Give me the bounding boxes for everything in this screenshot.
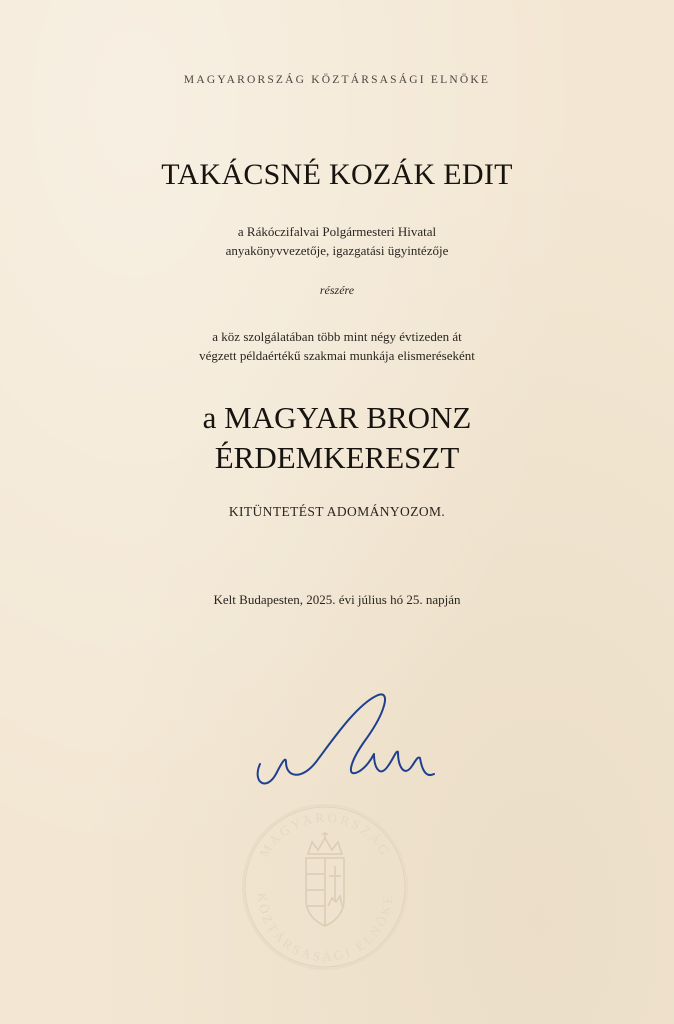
coat-of-arms-icon xyxy=(306,832,344,926)
recipient-role xyxy=(0,222,674,260)
award-reason xyxy=(0,327,674,365)
award-title-line1: a MAGYAR BRONZ xyxy=(202,400,472,435)
seal-bottom-text: KÖZTÁRSASÁGI ELNÖKE xyxy=(254,892,396,965)
award-title-line2: ÉRDEMKERESZT xyxy=(214,440,460,475)
date-line: Kelt Budapesten, 2025. évi július hó 25. napján xyxy=(213,592,461,607)
award-reason-line2: végzett példaértékű szakmai munkája elismeréseként xyxy=(199,348,475,363)
recipient-name: TAKÁCSNÉ KOZÁK EDIT xyxy=(161,158,513,191)
award-reason-line1: a köz szolgálatában több mint négy évtizeden át xyxy=(212,329,462,344)
issuer-header: MAGYARORSZÁG KÖZTÁRSASÁGI ELNÖKE xyxy=(183,74,491,86)
recipient-role-line2: anyakönyvvezetője, igazgatási ügyintézője xyxy=(225,243,449,258)
seal-top-text: MAGYARORSZÁG xyxy=(256,809,394,860)
reszere-label: részére xyxy=(319,283,355,297)
embossed-seal-icon xyxy=(240,802,410,972)
signature-icon xyxy=(246,682,446,802)
grant-statement: KITÜNTETÉST ADOMÁNYOZOM. xyxy=(228,504,446,519)
award-title xyxy=(0,398,674,478)
recipient-role-line1: a Rákóczifalvai Polgármesteri Hivatal xyxy=(237,224,437,239)
